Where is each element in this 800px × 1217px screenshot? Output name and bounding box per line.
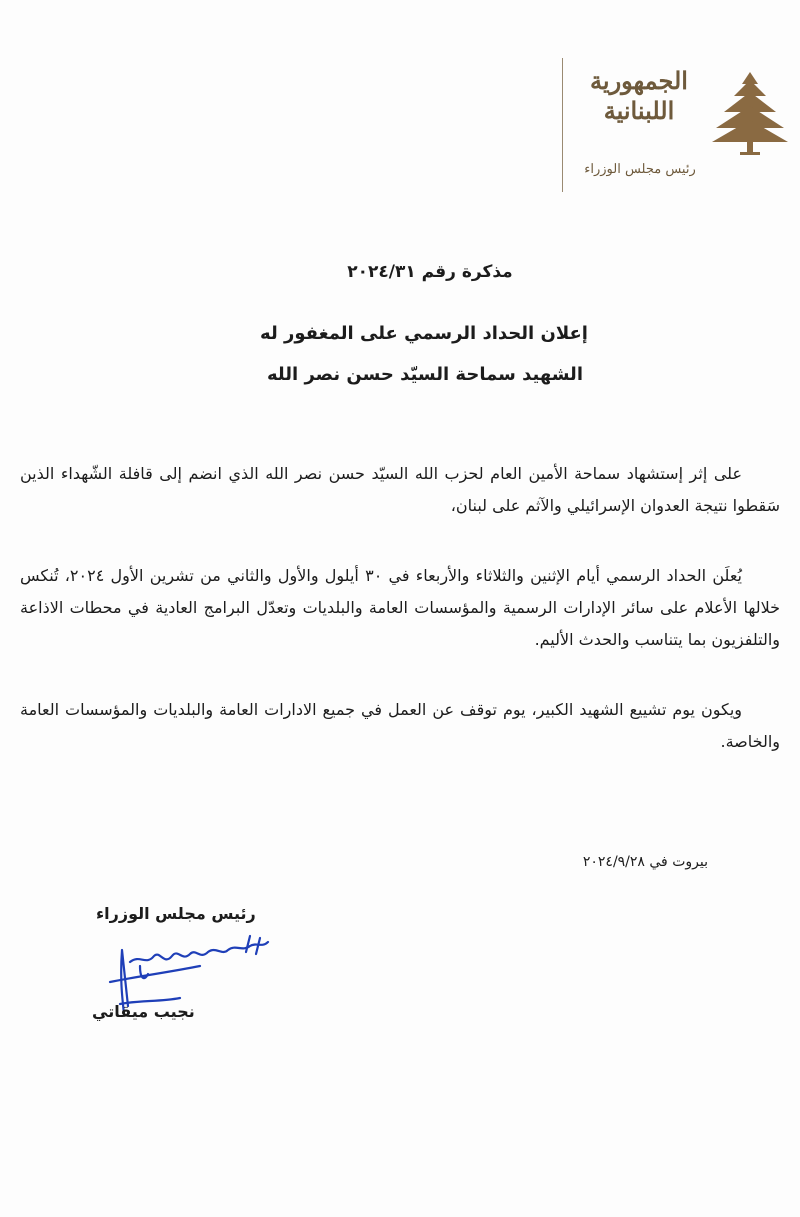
republic-name (574, 66, 704, 126)
place-date: بيروت في ٢٠٢٤/٩/٢٨ (582, 854, 708, 870)
paragraph-1 (20, 458, 780, 522)
letterhead-divider (562, 58, 563, 192)
paragraph-2-text: يُعلَن الحداد الرسمي أيام الإثنين والثلاثاء والأربعاء في ٣٠ أيلول والأول والثاني من تشرين الأول ٢٠٢٤، تُنكس خلالها الأعلام على سائر الإدارات الرسمية والمؤسسات العامة والبلديات وتعدّل البرامج العادية في محطات الاذاعة والتلفزيون بما يتناسب والحدث الأليم. (20, 566, 780, 649)
memo-number: مذكرة رقم ٢٠٢٤/٣١ (347, 262, 513, 282)
signatory-title: رئيس مجلس الوزراء (96, 904, 256, 923)
office-name: رئيس مجلس الوزراء (584, 162, 696, 177)
memo-title-line1: إعلان الحداد الرسمي على المغفور له (260, 323, 588, 344)
paragraph-2 (20, 560, 780, 656)
cedar-icon (712, 68, 788, 158)
signatory-name: نجيب ميقاتي (92, 1002, 195, 1021)
memo-title-line2: الشهيد سماحة السيّد حسن نصر الله (267, 364, 583, 385)
paragraph-3-text: ويكون يوم تشييع الشهيد الكبير، يوم توقف عن العمل في جميع الادارات العامة والبلديات والمؤسسات العامة والخاصة. (20, 700, 780, 751)
paragraph-3 (20, 694, 780, 758)
republic-name-line2: اللبنانية (603, 96, 675, 125)
paragraph-1-text: على إثر إستشهاد سماحة الأمين العام لحزب الله السيّد حسن نصر الله الذي انضم إلى قافلة الشّهداء الذين سَقطوا نتيجة العدوان الإسرائيلي والآثم على لبنان، (20, 464, 780, 515)
republic-name-line1: الجمهورية (590, 66, 688, 95)
letterhead (552, 58, 788, 194)
